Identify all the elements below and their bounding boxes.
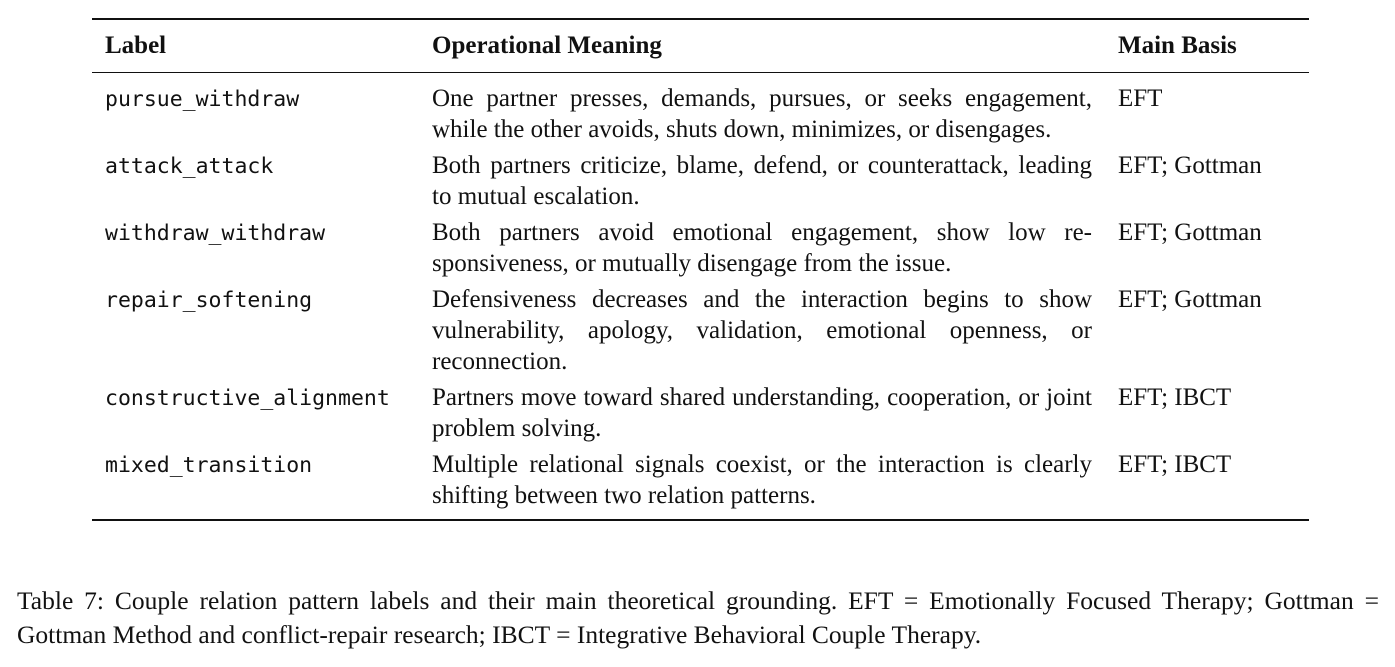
row-label: withdraw_withdraw: [105, 221, 326, 246]
header-label: Label: [105, 32, 167, 59]
row-basis: EFT: [1118, 85, 1163, 112]
row-label: pursue_withdraw: [105, 87, 300, 112]
table-header-row: [92, 20, 1309, 72]
table-row: [92, 150, 1309, 212]
header-operational-meaning: Operational Meaning: [432, 32, 662, 59]
table-row: [92, 449, 1309, 511]
row-basis: EFT; Gottman: [1118, 152, 1262, 179]
row-basis: EFT; Gottman: [1118, 219, 1262, 246]
table-row: [92, 284, 1309, 377]
row-meaning: Partners move toward shared understanding, cooperation, or joint problem solving.: [432, 384, 1092, 442]
row-meaning: Defensiveness decreases and the interaction begins to show vulnerability, apology, validation, emotional openness, or reconnection.: [432, 286, 1092, 375]
table-bottom-rule: [92, 519, 1309, 521]
table-body: [92, 73, 1309, 519]
table-row: [92, 83, 1309, 145]
table-row: [92, 382, 1309, 444]
row-label: attack_attack: [105, 154, 274, 179]
row-meaning: One partner presses, demands, pursues, or seeks engagement, while the other avoids, shuts down, minimizes, or disengages.: [432, 85, 1092, 143]
row-basis: EFT; Gottman: [1118, 286, 1262, 313]
row-meaning: Both partners avoid emotional engagement, show low responsiveness, or mutually disengage from the issue.: [432, 219, 1092, 277]
row-basis: EFT; IBCT: [1118, 384, 1232, 411]
row-basis: EFT; IBCT: [1118, 451, 1232, 478]
row-label: mixed_transition: [105, 453, 313, 478]
row-meaning: Multiple relational signals coexist, or the interaction is clearly shifting between two relation patterns.: [432, 451, 1092, 509]
relation-pattern-table: [92, 18, 1309, 521]
table-row: [92, 217, 1309, 279]
row-label: constructive_alignment: [105, 386, 390, 411]
header-main-basis: Main Basis: [1118, 32, 1237, 59]
row-meaning: Both partners criticize, blame, defend, or counterattack, leading to mutual escalation.: [432, 152, 1092, 210]
row-label: repair_softening: [105, 288, 313, 313]
table-caption: Table 7: Couple relation pattern labels and their main theoretical grounding. EFT = Emotionally Focused Therapy; Gottman = Gottman Method and conflict-repair research; IBCT = Integrative Behavioral Couple Therapy.: [17, 586, 1379, 649]
